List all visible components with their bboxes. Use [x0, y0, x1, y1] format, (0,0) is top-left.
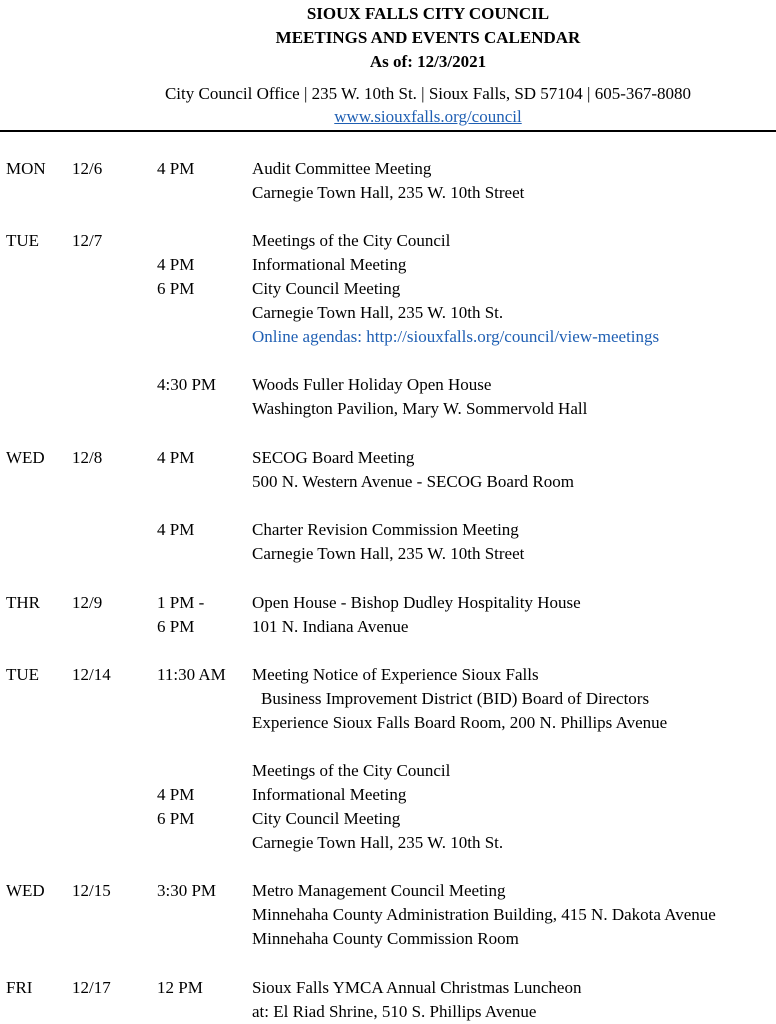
event-details	[252, 157, 524, 205]
event-subtitle: Informational Meeting	[252, 785, 407, 804]
event-details	[252, 663, 667, 735]
event-day: WED	[6, 881, 45, 900]
event-title: Audit Committee Meeting	[252, 159, 432, 178]
event-times	[157, 518, 194, 542]
event-details	[252, 591, 581, 639]
event-title: Woods Fuller Holiday Open House	[252, 375, 492, 394]
event-subtitle: City Council Meeting	[252, 279, 401, 298]
event-details	[252, 518, 524, 566]
event-times	[157, 976, 203, 1000]
event-title: Meetings of the City Council	[252, 231, 451, 250]
event-title: Charter Revision Commission Meeting	[252, 520, 519, 539]
event-times	[157, 663, 226, 687]
event-day: TUE	[6, 231, 40, 250]
event-day: WED	[6, 448, 45, 467]
event-title: SECOG Board Meeting	[252, 448, 415, 467]
event-date: 12/15	[72, 881, 111, 900]
event-details	[252, 446, 574, 494]
event-date: 12/17	[72, 978, 111, 997]
event-location: Carnegie Town Hall, 235 W. 10th Street	[252, 544, 525, 563]
event-time: 4 PM	[157, 448, 195, 467]
event-details	[252, 879, 716, 951]
event-details	[252, 373, 587, 421]
event-location: Washington Pavilion, Mary W. Sommervold Hall	[252, 399, 588, 418]
event-times	[157, 591, 204, 639]
event-details	[252, 976, 581, 1024]
event-details	[252, 229, 659, 349]
header-divider	[0, 130, 776, 132]
event-date: 12/9	[72, 593, 103, 612]
event-times	[157, 157, 194, 181]
event-time: 3:30 PM	[157, 881, 217, 900]
event-date: 12/7	[72, 231, 103, 250]
header-title-line1: SIOUX FALLS CITY COUNCIL	[306, 4, 550, 23]
event-subtitle: Informational Meeting	[252, 255, 407, 274]
event-subtitle: Business Improvement District (BID) Board of Directors	[261, 689, 650, 708]
event-day: MON	[6, 159, 46, 178]
event-details	[252, 759, 503, 855]
event-title: Meeting Notice of Experience Sioux Falls	[252, 665, 539, 684]
event-location: Carnegie Town Hall, 235 W. 10th Street	[252, 183, 525, 202]
event-location: Carnegie Town Hall, 235 W. 10th St.	[252, 833, 504, 852]
event-date: 12/8	[72, 448, 103, 467]
as-of-date: As of: 12/3/2021	[369, 52, 487, 71]
council-website-link[interactable]: www.siouxfalls.org/council	[334, 107, 522, 126]
event-time: 4 PM	[157, 785, 195, 804]
event-times	[157, 879, 216, 903]
event-subtitle: City Council Meeting	[252, 809, 401, 828]
event-date: 12/14	[72, 665, 111, 684]
event-day: THR	[6, 593, 40, 612]
event-location: Minnehaha County Administration Building, 415 N. Dakota Avenue	[252, 905, 716, 924]
event-times	[157, 229, 194, 301]
event-times	[157, 373, 216, 397]
event-time: 6 PM	[157, 279, 195, 298]
event-time	[157, 759, 194, 783]
event-time: 6 PM	[157, 809, 195, 828]
event-date: 12/6	[72, 159, 103, 178]
event-title: Sioux Falls YMCA Annual Christmas Luncheon	[252, 978, 582, 997]
event-time: 12 PM	[157, 978, 203, 997]
event-time: 1 PM -	[157, 593, 205, 612]
event-title: Metro Management Council Meeting	[252, 881, 506, 900]
event-day: FRI	[6, 978, 33, 997]
event-time: 4:30 PM	[157, 375, 217, 394]
event-room: Minnehaha County Commission Room	[252, 929, 519, 948]
event-title: Meetings of the City Council	[252, 761, 451, 780]
event-times	[157, 446, 194, 470]
event-location: at: El Riad Shrine, 510 S. Phillips Avenue	[252, 1002, 537, 1021]
event-time: 4 PM	[157, 520, 195, 539]
online-agendas-link[interactable]: Online agendas: http://siouxfalls.org/council/view-meetings	[252, 327, 660, 346]
header-title-line2: MEETINGS AND EVENTS CALENDAR	[275, 28, 581, 47]
event-location: 500 N. Western Avenue - SECOG Board Room	[252, 472, 574, 491]
event-location: Experience Sioux Falls Board Room, 200 N. Phillips Avenue	[252, 713, 668, 732]
event-location: Carnegie Town Hall, 235 W. 10th St.	[252, 303, 504, 322]
event-title: Open House - Bishop Dudley Hospitality House	[252, 593, 581, 612]
event-time: 6 PM	[157, 617, 195, 636]
office-contact-line: City Council Office | 235 W. 10th St. | Sioux Falls, SD 57104 | 605-367-8080	[164, 84, 692, 103]
event-times	[157, 759, 194, 831]
event-time: 4 PM	[157, 255, 195, 274]
event-time	[157, 229, 194, 253]
event-time: 11:30 AM	[157, 665, 226, 684]
event-day: TUE	[6, 665, 40, 684]
event-location: 101 N. Indiana Avenue	[252, 617, 409, 636]
event-time: 4 PM	[157, 159, 195, 178]
